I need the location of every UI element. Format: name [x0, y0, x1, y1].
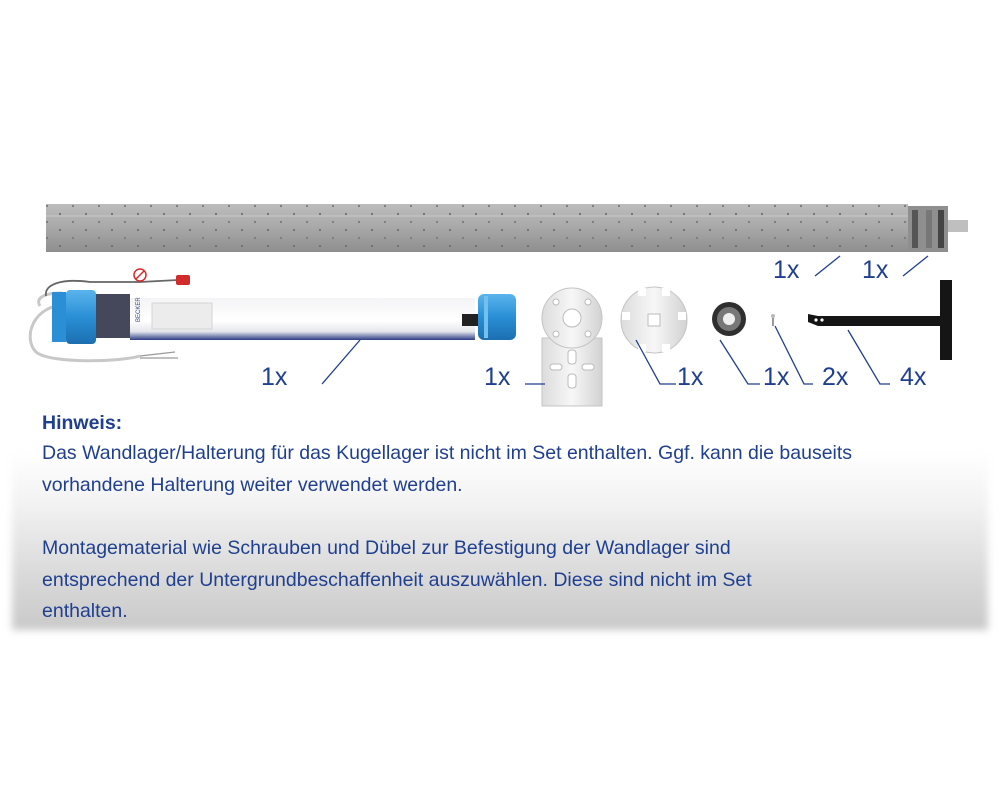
shaft-quantity: 1x: [773, 256, 800, 284]
note-paragraph-1-text: Das Wandlager/Halterung für das Kugellager ist nicht im Set enthalten. Ggf. kann die bauseits vorhandene Halterung weiter verwendet werden.: [42, 442, 853, 496]
end-cap-quantity: 1x: [862, 256, 889, 284]
ball-bearing: [712, 302, 746, 336]
note-title: Hinweis:: [42, 412, 123, 434]
motor-bracket-quantity: 1x: [484, 363, 511, 391]
motor-bracket: [542, 288, 602, 406]
note-paragraph-2: [42, 533, 942, 628]
wall-bracket: [808, 280, 952, 360]
note-paragraph-1: [42, 438, 942, 501]
end-cap: [908, 206, 968, 252]
tubular-motor: [30, 269, 516, 361]
motor-quantity: 1x: [261, 363, 288, 391]
screws: [771, 314, 775, 326]
brackets-quantity: 4x: [900, 363, 927, 391]
ball-bearing-quantity: 1x: [763, 363, 790, 391]
octagonal-shaft: [46, 204, 908, 252]
screws-quantity: 2x: [822, 363, 849, 391]
note-paragraph-2-text: Montagematerial wie Schrauben und Dübel zur Befestigung der Wandlager sind entsprechend der Untergrundbeschaffenheit auszuwählen. Diese sind nicht im Set enthalten.: [42, 537, 752, 622]
adapter-ring-quantity: 1x: [677, 363, 704, 391]
adapter-ring: [621, 287, 687, 353]
motor-brand-label: BECKER: [136, 297, 142, 322]
